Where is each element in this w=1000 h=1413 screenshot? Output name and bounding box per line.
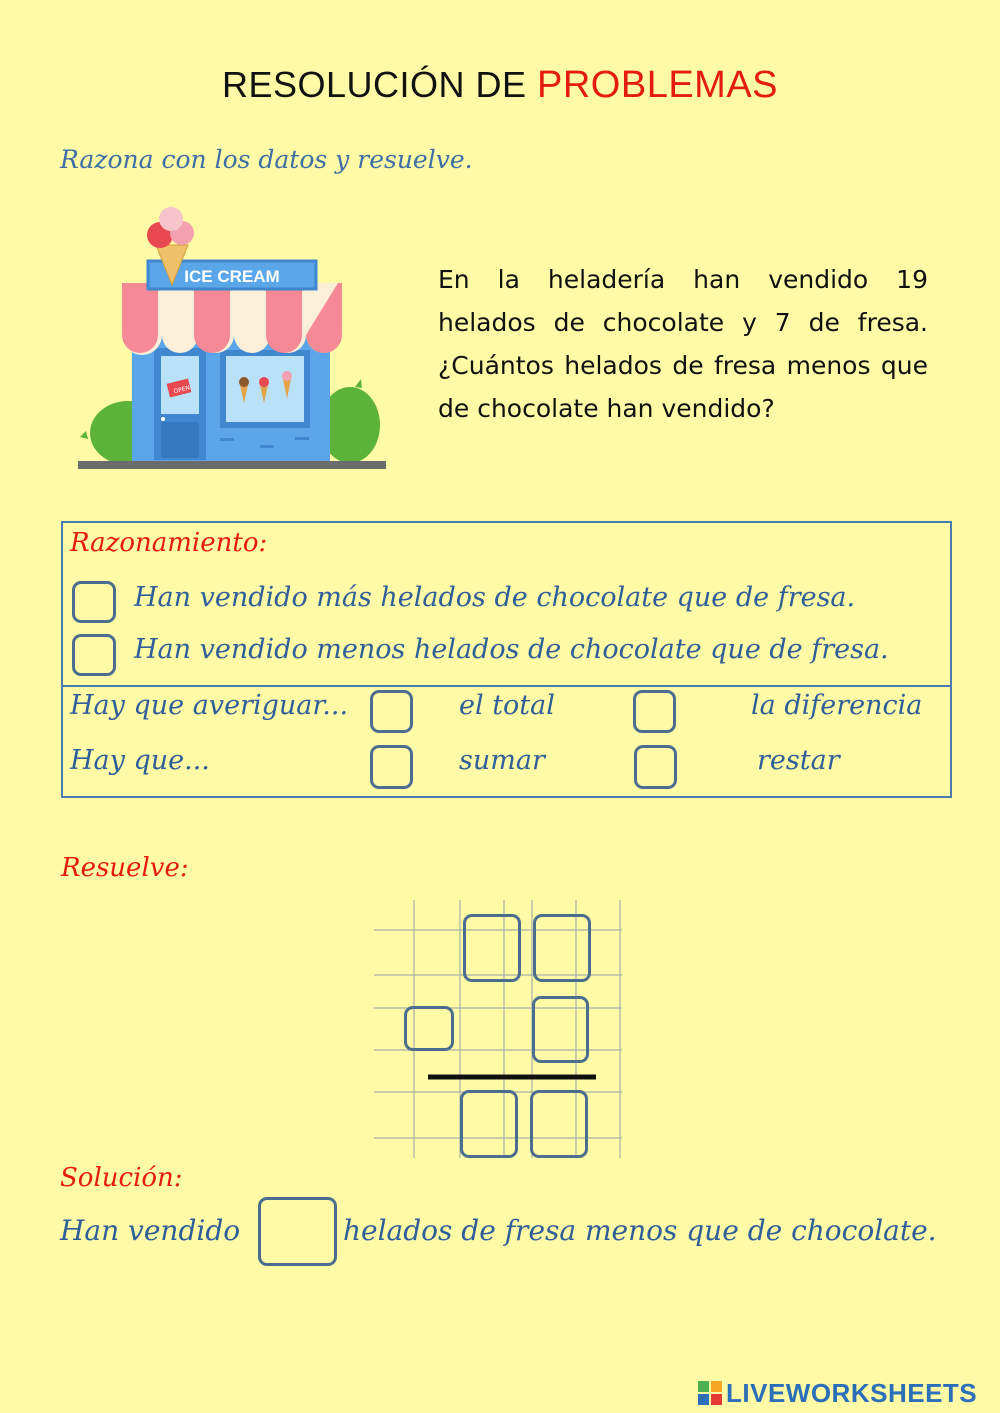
ice-cream-shop-illustration — [70, 205, 390, 475]
result-units-box[interactable] — [530, 1090, 588, 1158]
title-part1: RESOLUCIÓN DE — [221, 64, 538, 105]
checkbox-la-diferencia[interactable] — [633, 690, 676, 733]
checkbox-restar[interactable] — [634, 745, 677, 789]
shop-sign: ICE CREAM — [184, 267, 280, 286]
solution-answer-box[interactable] — [258, 1197, 337, 1266]
minuend-tens-box[interactable] — [463, 914, 521, 982]
logo-text: LIVEWORKSHEETS — [726, 1377, 978, 1408]
checkbox-sumar[interactable] — [370, 745, 413, 789]
open-sign: OPEN — [172, 384, 191, 396]
result-tens-box[interactable] — [460, 1090, 518, 1158]
reasoning-heading: Razonamiento: — [70, 528, 268, 558]
row2-choice2: restar — [757, 745, 840, 776]
row2-prompt: Hay que... — [70, 745, 210, 776]
title-part2: PROBLEMAS — [537, 64, 779, 106]
solution-suffix: helados de fresa menos que de chocolate. — [343, 1214, 937, 1247]
checkbox-option2[interactable] — [72, 634, 116, 676]
solution-heading: Solución: — [60, 1163, 183, 1193]
instruction-text: Razona con los datos y resuelve. — [60, 145, 473, 174]
row1-prompt: Hay que averiguar... — [70, 690, 349, 721]
checkbox-option1[interactable] — [72, 581, 116, 623]
liveworksheets-logo — [698, 1377, 977, 1409]
subtrahend-units-box[interactable] — [532, 996, 589, 1063]
option1-label: Han vendido más helados de chocolate que de fresa. — [134, 582, 856, 613]
checkbox-el-total[interactable] — [370, 690, 413, 733]
row1-choice2: la diferencia — [751, 690, 923, 721]
row1-choice1: el total — [459, 690, 555, 721]
minuend-units-box[interactable] — [533, 914, 591, 982]
logo-icon — [698, 1381, 722, 1405]
page-title — [0, 64, 1000, 107]
row2-choice1: sumar — [459, 745, 545, 776]
operator-box[interactable] — [404, 1006, 454, 1051]
option2-label: Han vendido menos helados de chocolate que de fresa. — [134, 634, 889, 665]
problem-statement: En la heladería han vendido 19 helados de chocolate y 7 de fresa. ¿Cuántos helados de fresa menos que de chocolate han vendido? — [438, 265, 928, 423]
reasoning-divider — [61, 685, 952, 687]
solve-heading: Resuelve: — [61, 853, 189, 883]
solution-prefix: Han vendido — [60, 1214, 241, 1247]
